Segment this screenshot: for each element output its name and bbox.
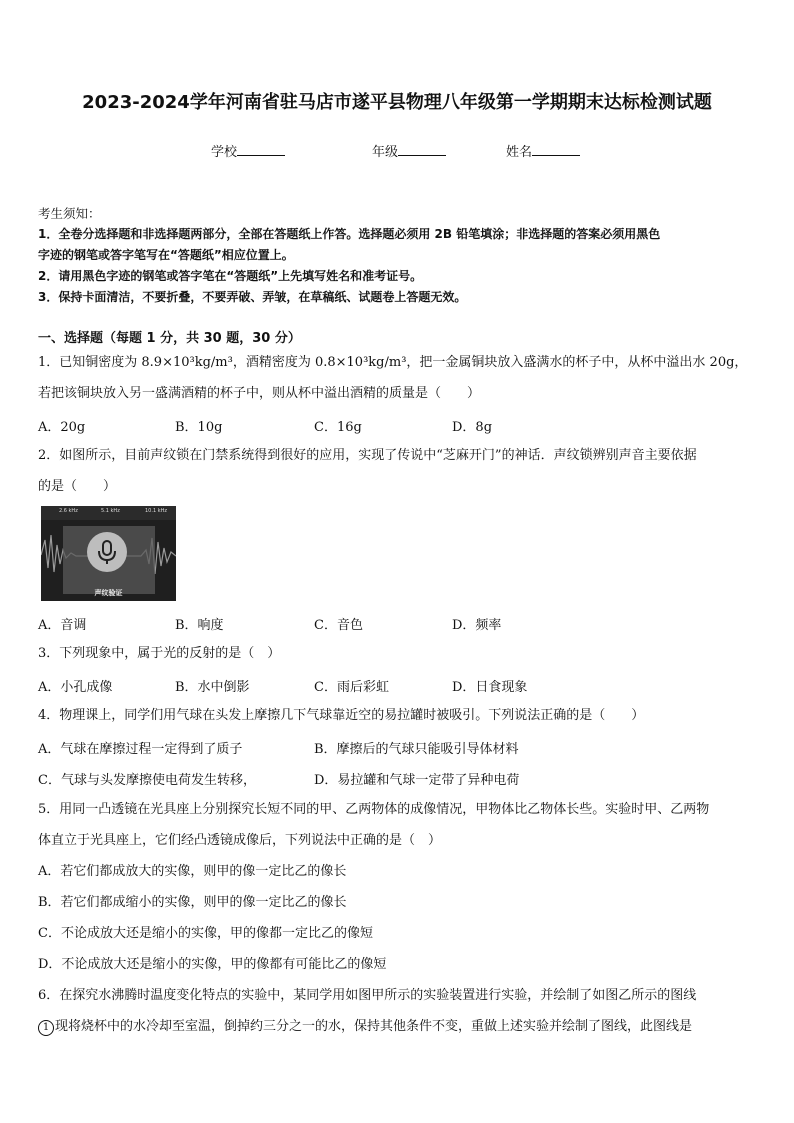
notice-item: 2．请用黑色字迹的钢笔或答字笔在“答题纸”上先填写姓名和准考证号。 [38,269,423,283]
grade-blank[interactable] [398,142,446,156]
page-title: 2023-2024学年河南省驻马店市遂平县物理八年级第一学期期末达标检测试题 [82,92,712,113]
school-blank[interactable] [237,142,285,156]
option-c[interactable]: C．16g [314,420,362,435]
question-text: 现将烧杯中的水冷却至室温，倒掉约三分之一的水，保持其他条件不变，重做上述实验并绘制了图线，此图线是 [55,1019,693,1034]
option-b[interactable]: B．10g [175,420,223,435]
name-field[interactable] [506,141,580,160]
option-b[interactable]: B．水中倒影 [175,680,250,695]
frequency-strip [41,506,176,520]
notice-item: 1．全卷分选择题和非选择题两部分，全部在答题纸上作答。选择题必须用 2B 铅笔填涂；非选择题的答案必须用黑色 [38,227,661,241]
option-b[interactable]: B．若它们都成缩小的实像，则甲的像一定比乙的像长 [38,895,347,910]
question-2 [38,440,758,502]
notice-item: 字迹的钢笔或答字笔写在“答题纸”相应位置上。 [38,248,294,262]
question-text: 4．物理课上，同学们用气球在头发上摩擦几下气球靠近空的易拉罐时被吸引。下列说法正确的是（ ） [38,708,645,723]
question-2-options [38,614,758,636]
question-text: 若把该铜块放入另一盛满酒精的杯子中，则从杯中溢出酒精的质量是（ ） [38,386,481,401]
option-d[interactable]: D．频率 [452,618,502,633]
option-c[interactable]: C．不论成放大还是缩小的实像，甲的像都一定比乙的像短 [38,926,373,941]
image-caption: 声纹验证 [94,589,123,597]
name-blank[interactable] [532,142,580,156]
question-text: 2．如图所示，目前声纹锁在门禁系统得到很好的应用，实现了传说中“芝麻开门”的神话．声纹锁辨别声音主要依据 [38,448,697,463]
option-d[interactable]: D．易拉罐和气球一定带了异种电荷 [314,773,520,788]
question-text: 体直立于光具座上，它们经凸透镜成像后，下列说法中正确的是（ ） [38,833,442,848]
notice-item: 3．保持卡面清洁，不要折叠，不要弄破、弄皱，在草稿纸、试题卷上答题无效。 [38,290,467,304]
option-a[interactable]: A．20g [38,420,86,435]
school-label: 学校 [211,145,238,160]
question-text: 5．用同一凸透镜在光具座上分别探究长短不同的甲、乙两物体的成像情况，甲物体比乙物体长些。实验时甲、乙两物 [38,802,710,817]
question-text: 1．已知铜密度为 8.9×10³kg/m³，酒精密度为 0.8×10³kg/m³，把一金属铜块放入盛满水的杯子中，从杯中溢出水 20g， [38,355,748,370]
grade-field[interactable] [372,141,446,160]
question-1 [38,347,758,409]
question-4 [38,700,758,731]
question-5 [38,794,758,980]
option-a[interactable]: A．小孔成像 [38,680,113,695]
option-c[interactable]: C．雨后彩虹 [314,680,389,695]
frequency-label: 5.1 kHz [101,508,120,514]
option-a[interactable]: A．若它们都成放大的实像，则甲的像一定比乙的像长 [38,864,347,879]
school-field[interactable] [211,141,285,160]
voiceprint-lock-image [41,506,176,601]
frequency-label: 2.6 kHz [59,508,78,514]
option-d[interactable]: D．不论成放大还是缩小的实像，甲的像都有可能比乙的像短 [38,957,387,972]
question-text: 3．下列现象中，属于光的反射的是（ ） [38,646,281,661]
question-4-options-row-1 [38,738,758,760]
question-text-line-2 [38,1011,758,1042]
circled-number: 1 [38,1020,54,1036]
microphone-icon [87,532,127,572]
option-a[interactable]: A．音调 [38,618,87,633]
grade-label: 年级 [372,145,399,160]
question-4-options-row-2 [38,769,758,791]
question-6 [38,980,758,1042]
section-heading: 一、选择题（每题 1 分，共 30 题，30 分） [38,331,301,346]
notice-heading: 考生须知： [38,206,101,221]
frequency-label: 10.1 kHz [145,508,168,514]
option-c[interactable]: C．气球与头发摩擦使电荷发生转移， [38,773,256,788]
option-d[interactable]: D．8g [452,420,493,435]
exam-notice [38,203,758,308]
question-text: 的是（ ） [38,479,117,494]
question-3 [38,638,758,669]
question-text: 6．在探究水沸腾时温度变化特点的实验中，某同学用如图甲所示的实验装置进行实验，并绘制了如图乙所示的图线 [38,988,697,1003]
question-3-options [38,676,758,698]
option-b[interactable]: B．响度 [175,618,224,633]
question-1-options [38,416,758,438]
name-label: 姓名 [506,145,533,160]
option-d[interactable]: D．日食现象 [452,680,528,695]
option-a[interactable]: A．气球在摩擦过程一定得到了质子 [38,742,243,757]
option-b[interactable]: B．摩擦后的气球只能吸引导体材料 [314,742,519,757]
option-c[interactable]: C．音色 [314,618,363,633]
student-info-row [0,141,794,161]
